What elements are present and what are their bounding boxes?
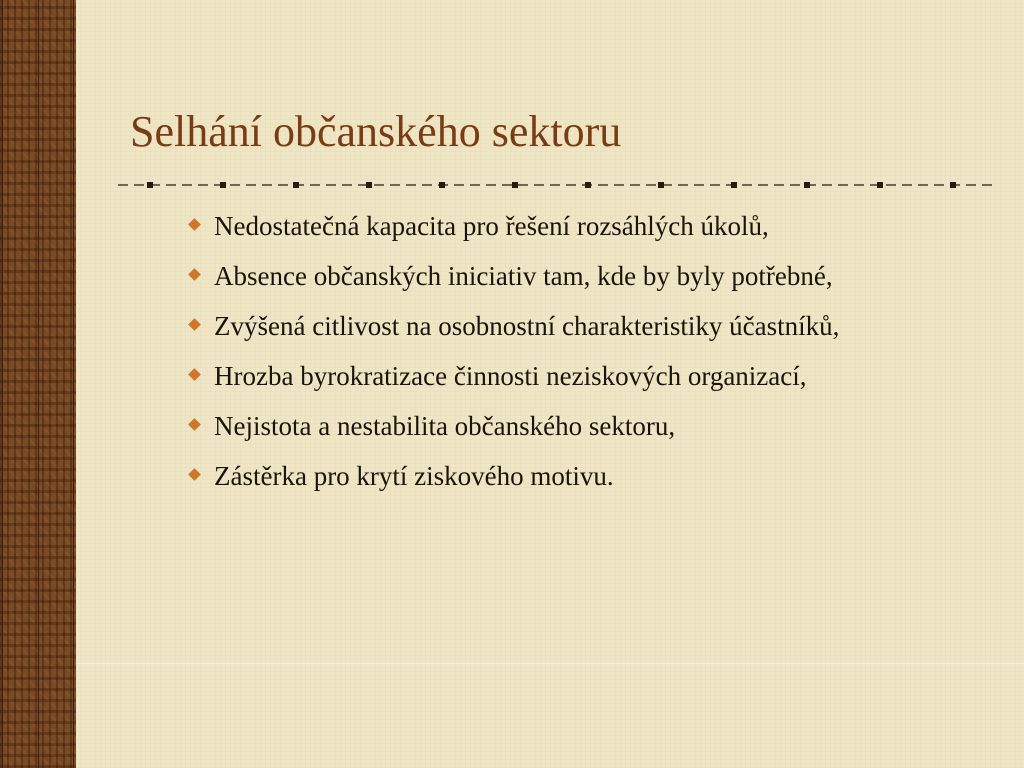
bullet-text: Zvýšená citlivost na osobnostní charakteristiky účastníků,: [214, 311, 840, 341]
bullet-list: [184, 206, 978, 506]
diamond-bullet-icon: [188, 218, 201, 231]
diamond-bullet-icon: [188, 418, 201, 431]
sidebar-line: [38, 0, 39, 768]
bullet-text: Absence občanských iniciativ tam, kde by byly potřebné,: [214, 261, 833, 291]
divider-dot: [366, 182, 372, 188]
divider-dot: [585, 182, 591, 188]
bullet-item: [184, 356, 978, 396]
bullet-text: Hrozba byrokratizace činnosti neziskových organizací,: [214, 361, 807, 391]
slide-title: Selhání občanského sektoru: [130, 107, 622, 156]
sidebar-line: [2, 0, 3, 768]
divider-dot: [439, 182, 445, 188]
diamond-bullet-icon: [188, 268, 201, 281]
divider-dot: [804, 182, 810, 188]
bullet-text: Nedostatečná kapacita pro řešení rozsáhlých úkolů,: [214, 211, 769, 241]
decorative-divider: [118, 177, 992, 193]
divider-dot: [731, 182, 737, 188]
divider-dot: [512, 182, 518, 188]
divider-dot: [220, 182, 226, 188]
decorative-band: [76, 663, 1024, 664]
bullet-text: Zástěrka pro krytí ziskového motivu.: [214, 461, 614, 491]
diamond-bullet-icon: [188, 368, 201, 381]
divider-dot: [658, 182, 664, 188]
decorative-wood-sidebar: [0, 0, 76, 768]
bullet-item: [184, 206, 978, 246]
bullet-item: [184, 306, 978, 346]
bullet-text: Nejistota a nestabilita občanského sektoru,: [214, 411, 676, 441]
bullet-item: [184, 406, 978, 446]
bullet-item: [184, 256, 978, 296]
bullet-item: [184, 456, 978, 496]
divider-dot: [950, 182, 956, 188]
divider-dot: [293, 182, 299, 188]
diamond-bullet-icon: [188, 468, 201, 481]
divider-dot: [877, 182, 883, 188]
diamond-bullet-icon: [188, 318, 201, 331]
divider-dot: [147, 182, 153, 188]
sidebar-line: [73, 0, 74, 768]
